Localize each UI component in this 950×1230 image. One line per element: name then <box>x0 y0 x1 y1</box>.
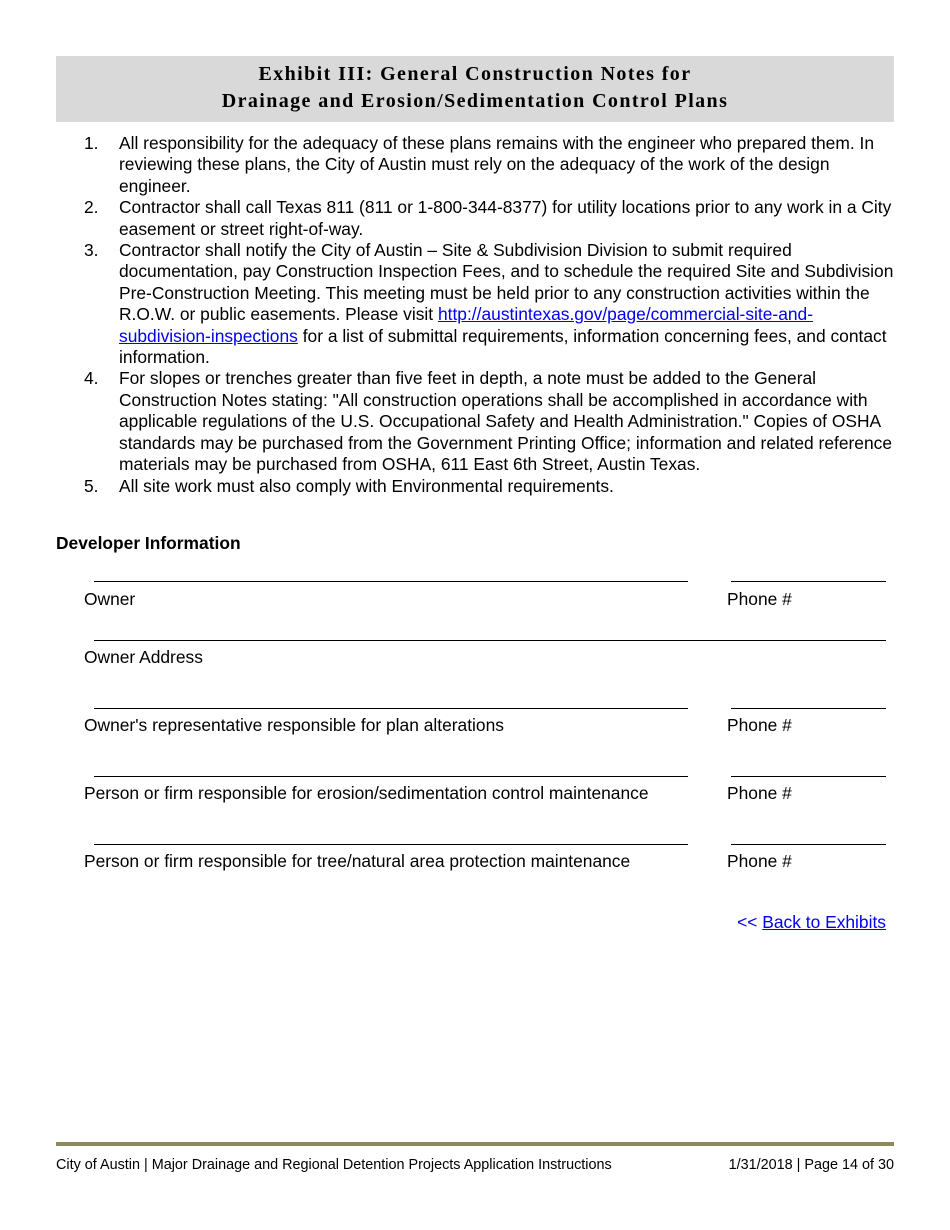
exhibit-title-banner <box>56 56 894 122</box>
erosion-control-phone-label: Phone # <box>727 783 792 803</box>
owner-label: Owner <box>84 589 136 609</box>
back-to-exhibits-label[interactable]: Back to Exhibits <box>762 912 886 932</box>
erosion-control-label: Person or firm responsible for erosion/sedimentation control maintenance <box>84 783 649 803</box>
back-arrows: << <box>737 912 758 932</box>
tree-protection-phone-line[interactable] <box>731 844 886 845</box>
owner-signature-line[interactable] <box>94 581 688 582</box>
note-number: 1. <box>84 133 99 153</box>
note-item-4 <box>56 368 896 475</box>
erosion-control-line[interactable] <box>94 776 688 777</box>
note-item-3 <box>56 240 896 368</box>
owner-phone-line[interactable] <box>731 581 886 582</box>
note-text: Contractor shall call Texas 811 (811 or 1-800-344-8377) for utility locations prior to any work in a City easement or street right-of-way. <box>119 197 892 239</box>
note-number: 5. <box>84 475 99 496</box>
footer-document-title: City of Austin | Major Drainage and Regional Detention Projects Application Instructions <box>56 1157 612 1173</box>
owner-address-label: Owner Address <box>84 647 203 667</box>
erosion-control-phone-line[interactable] <box>731 776 886 777</box>
note-item-2 <box>56 197 896 240</box>
footer-date-page: 1/31/2018 | Page 14 of 30 <box>728 1157 894 1173</box>
tree-protection-phone-label: Phone # <box>727 851 792 871</box>
owner-phone-label: Phone # <box>727 589 792 609</box>
note-text-before-link: Contractor shall notify the City of Austin – Site & Subdivision Division to submit required documentation, pay Construction Inspection Fees, and to schedule the required Site and Subdivision Pre-Construction Meeting. This meeting must be held prior to any construction activities within the R.O.W. or public easements. Please visit <box>119 240 894 325</box>
note-text-after-link: for a list of submittal requirements, information concerning fees, and contact information. <box>119 325 887 368</box>
note-item-5 <box>56 476 896 497</box>
developer-information-heading: Developer Information <box>56 533 241 553</box>
representative-line[interactable] <box>94 708 688 709</box>
inspections-link[interactable]: http://austintexas.gov/page/commercial-site-and-subdivision-inspections <box>119 304 814 346</box>
note-text: All site work must also comply with Environmental requirements. <box>119 475 614 496</box>
note-text: For slopes or trenches greater than five feet in depth, a note must be added to the General Construction Notes stating: "All construction operations shall be accomplished in accordance with applicable regulations of the U.S. Occupational Safety and Health Administration." Copies of OSHA standards may be purchased from the Government Printing Office; information and related reference materials may be purchased from OSHA, 611 East 6th Street, Austin Texas. <box>119 368 893 475</box>
tree-protection-label: Person or firm responsible for tree/natural area protection maintenance <box>84 851 631 871</box>
note-number: 4. <box>84 368 99 389</box>
note-number: 3. <box>84 240 99 261</box>
representative-phone-label: Phone # <box>727 715 792 735</box>
owner-address-line[interactable] <box>94 640 886 641</box>
tree-protection-line[interactable] <box>94 844 688 845</box>
exhibit-title-line-2: Drainage and Erosion/Sedimentation Control Plans <box>221 90 729 112</box>
back-to-exhibits-link[interactable] <box>737 912 886 933</box>
note-item-1 <box>56 133 896 197</box>
construction-notes-list <box>56 133 896 497</box>
representative-phone-line[interactable] <box>731 708 886 709</box>
exhibit-title-line-1: Exhibit III: General Construction Notes for <box>258 63 692 85</box>
note-number: 2. <box>84 197 99 218</box>
note-text: All responsibility for the adequacy of these plans remains with the engineer who prepared them. In reviewing these plans, the City of Austin must rely on the adequacy of the work of the design engineer. <box>119 133 874 196</box>
representative-label: Owner's representative responsible for plan alterations <box>84 715 504 735</box>
footer-divider <box>56 1142 894 1146</box>
